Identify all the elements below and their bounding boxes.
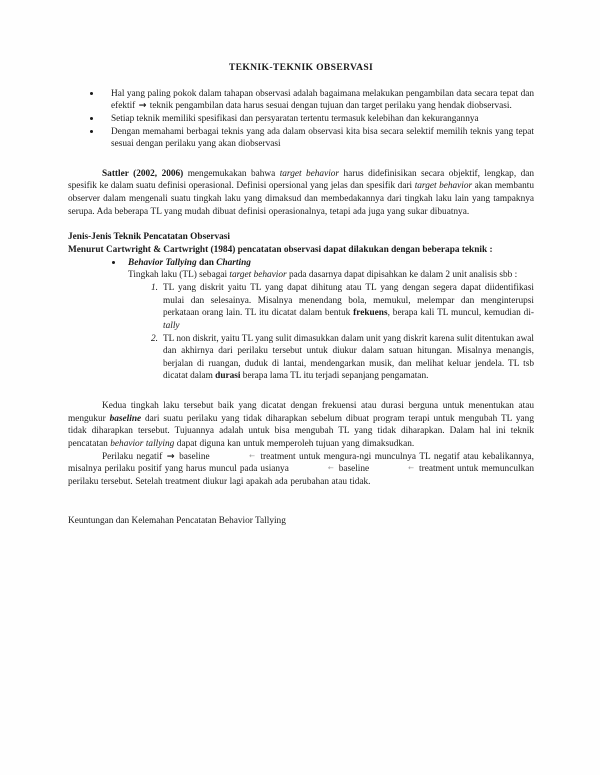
spacer	[68, 383, 534, 400]
spacer	[68, 489, 534, 506]
paragraph-baseline	[68, 400, 534, 451]
missing-glyph-icon: ←	[249, 451, 255, 460]
list-marker: 2.	[151, 333, 158, 344]
list-item	[87, 126, 534, 151]
technique-bullet	[110, 257, 534, 270]
bullet-text-run: Hal yang paling pokok dalam tahapan observasi adalah bagaimana melakukan pengambilan data secara tepat dan efektif	[111, 88, 534, 112]
intro-bullet-list	[68, 88, 534, 151]
citation-author: Sattler (2002, 2006)	[102, 168, 184, 179]
text-run: harus didefinisikan secara objektif, lengkap, dan spesifik ke dalam suatu definisi operasional. Definisi opersional yang jelas dan spesifik dari	[68, 168, 534, 192]
list-item	[87, 113, 534, 126]
list-item	[144, 282, 534, 333]
bullet-icon	[90, 92, 93, 95]
technique-name-tallying: Behavior Tallying	[128, 257, 197, 268]
list-item	[87, 88, 534, 113]
term-target-behavior: target behavior	[229, 270, 287, 281]
text-run: Tingkah laku (TL) sebagai	[128, 270, 230, 281]
text-run: , berapa kali TL muncul, kemudian di-	[387, 308, 534, 319]
missing-glyph-icon: ←	[327, 464, 334, 473]
text-run: dari suatu perilaku yang tidak diharapkan sebelum dibuat program terapi untuk mengubah TL yang tidak diharapkan tersebut. Tujuannya adalah untuk bisa mengubah TL yang tidak diharapkan. Dalam hal ini teknik pencatatan	[68, 413, 534, 450]
paragraph-negative-behavior	[68, 451, 534, 489]
technique-intro-paragraph	[128, 269, 534, 282]
bullet-text: Dengan memahami berbagai teknis yang ada dalam observasi kita bisa secara selektif memilih teknis yang tepat sesuai dengan perilaku yang akan diobservasi	[111, 126, 534, 150]
missing-glyph-icon: ←	[408, 464, 415, 473]
arrow-icon: →	[138, 100, 147, 112]
term-target-behavior: target behavior	[279, 168, 340, 179]
term-durasi: durasi	[215, 371, 241, 382]
text-run: baseline	[175, 451, 214, 462]
text-run: TL non diskrit, yaitu TL yang sulit dimasukkan dalam unit yang diskrit karena sulit ditentukan awal dan akhirnya dari perilaku tersebut untuk diukur dalam satuan hitungan. Misalnya menangis, berjalan di ruangan, duduk di lantai, mendengarkan musik, dan melihat keluar jendela. TL tsb dicatat dalam	[163, 333, 534, 382]
term-behavior-tallying: behavior tallying	[110, 439, 175, 450]
text-run: mengemukakan bahwa	[183, 168, 280, 179]
paragraph-sattler	[68, 168, 534, 219]
list-item	[144, 333, 534, 384]
text-run: TL yang diskrit yaitu TL yang dapat dihitung atau TL yang dengan segera dapat diidentifikasi mulai dan selesainya. Misalnya menendang bola, memukul, melempar dan menginterupsi perkataan orang lain. TL itu dicatat dalam bentuk	[163, 282, 534, 319]
term-baseline: baseline	[109, 413, 142, 424]
bullet-icon	[90, 130, 93, 133]
section-heading-1: Jenis-Jenis Teknik Pencatatan Observasi	[68, 232, 230, 243]
text-run: baseline	[335, 464, 373, 475]
text-run: pada dasarnya dapat dipisahkan ke dalam 2 unit analisis sbb :	[286, 270, 518, 281]
list-marker: 1.	[151, 282, 158, 293]
term-target-behavior: target behavior	[414, 181, 473, 192]
text-run: treatment untuk memunculkan perilaku tersebut. Setelah treatment diukur lagi apakah ada perubahan atau tidak.	[68, 464, 534, 488]
text-run: dan	[196, 257, 217, 268]
analysis-unit-list	[68, 282, 534, 383]
text-run: dapat diguna kan untuk memperoleh tujuan yang dimaksudkan.	[174, 439, 415, 450]
text-run: treatment untuk mengura-ngi munculnya TL negatif atau kebalikannya, misalnya perilaku positif yang harus muncul pada usianya	[68, 451, 535, 475]
section-heading-2: Menurut Cartwright & Cartwright (1984) pencatatan observasi dapat dilakukan dengan beberapa teknik :	[68, 245, 493, 256]
text-run: Perilaku negatif	[102, 451, 166, 462]
bullet-text-run: teknik pengambilan data harus sesuai dengan tujuan dan target perilaku yang hendak diobservasi.	[147, 101, 512, 112]
technique-name-charting: Charting	[216, 257, 251, 268]
bullet-icon	[112, 261, 115, 264]
arrow-icon: →	[166, 450, 175, 462]
bullet-icon	[90, 117, 93, 120]
term-tally: tally	[163, 320, 180, 331]
document-body	[68, 62, 534, 537]
bullet-text: Setiap teknik memiliki spesifikasi dan persyaratan tertentu termasuk kelebihan dan kekurangannya	[111, 113, 479, 124]
page-title: TEKNIK-TEKNIK OBSERVASI	[228, 62, 374, 73]
text-run: akan membantu observer dalam mengenali suatu tingkah laku yang dimaksud dan membedakannya dari tingkah laku lain yang tampaknya serupa. Ada beberapa TL yang mudah dibuat definisi operasionalnya, tetapi ada juga yang sukar dibuatnya.	[68, 181, 535, 217]
spacer	[68, 151, 534, 168]
spacer	[68, 218, 534, 231]
term-frekuens: frekuens	[353, 308, 388, 319]
text-run: berapa lama TL itu terjadi sepanjang pengamatan.	[240, 371, 429, 382]
closing-heading: Keuntungan dan Kelemahan Pencatatan Behavior Tallying	[68, 516, 286, 527]
text-run: Kedua tingkah laku tersebut baik yang dicatat dengan frekuensi atau durasi berguna untuk menentukan atau mengukur	[68, 401, 534, 424]
